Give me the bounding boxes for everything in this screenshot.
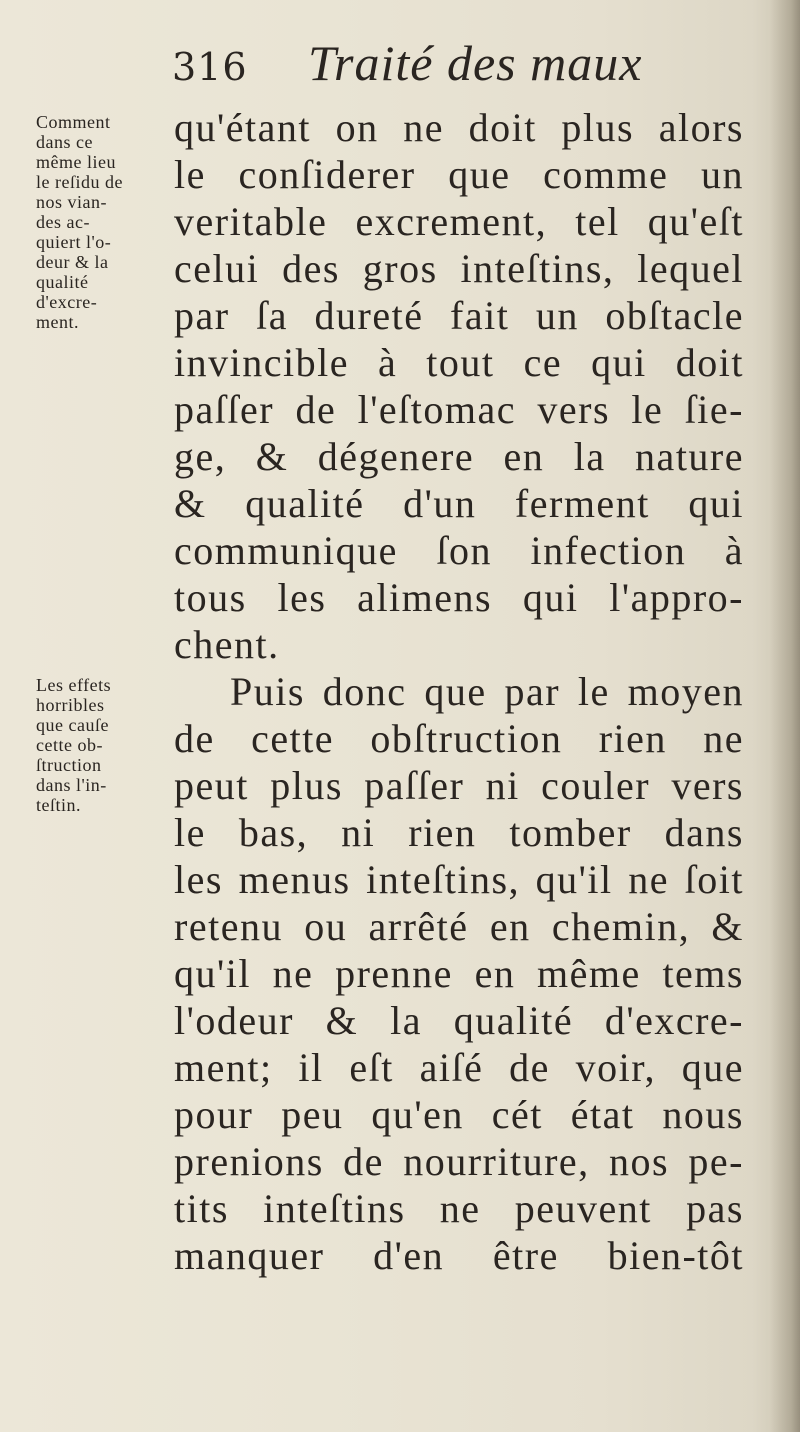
- margin-note-line: qualité: [36, 272, 89, 292]
- running-title: Traité des maux: [308, 35, 643, 91]
- margin-note-line: ſtruction: [36, 755, 102, 775]
- margin-note-line: ment.: [36, 312, 79, 332]
- margin-note-line: nos vian-: [36, 192, 107, 212]
- body-line: prenions de nourriture, nos pe-: [174, 1139, 744, 1184]
- margin-note-line: que cauſe: [36, 715, 109, 735]
- margin-note-line: teſtin.: [36, 795, 81, 815]
- margin-note-line: cette ob-: [36, 735, 103, 755]
- body-line: Puis donc que par le moyen: [230, 669, 744, 714]
- margin-note-line: même lieu: [36, 152, 116, 172]
- margin-note-line: dans ce: [36, 132, 93, 152]
- margin-note-line: deur & la: [36, 252, 109, 272]
- body-line: invincible à tout ce qui doit: [174, 340, 744, 385]
- margin-note-line: Les effets: [36, 675, 112, 695]
- page-header: [172, 35, 752, 98]
- margin-note-line: le reſidu de: [36, 172, 123, 192]
- body-line: communique ſon infection à: [174, 528, 744, 573]
- body-line: les menus inteſtins, qu'il ne ſoit: [174, 857, 744, 902]
- margin-note-line: d'excre-: [36, 292, 98, 312]
- margin-note-line: dans l'in-: [36, 775, 107, 795]
- margin-note-line: des ac-: [36, 212, 90, 232]
- body-line: veritable excrement, tel qu'eſt: [174, 199, 744, 244]
- body-line: retenu ou arrêté en chemin, &: [174, 904, 744, 949]
- body-line: par ſa dureté fait un obſtacle: [174, 293, 744, 338]
- body-line: celui des gros inteſtins, lequel: [174, 246, 744, 291]
- margin-note: [36, 675, 162, 815]
- body-line: l'odeur & la qualité d'excre-: [174, 998, 744, 1043]
- body-line: ge, & dégenere en la nature: [174, 434, 744, 479]
- body-line: ment; il eſt aiſé de voir, que: [174, 1045, 744, 1090]
- page-number: 316: [172, 45, 248, 89]
- body-line: chent.: [174, 622, 280, 667]
- margin-note: [36, 112, 162, 332]
- body-line: paſſer de l'eſtomac vers le ſie-: [174, 387, 744, 432]
- body-line: pour peu qu'en cét état nous: [174, 1092, 744, 1137]
- body-line: peut plus paſſer ni couler vers: [174, 763, 744, 808]
- body-text: [174, 104, 744, 1279]
- body-line: tous les alimens qui l'appro-: [174, 575, 744, 620]
- margin-note-line: Comment: [36, 112, 111, 132]
- margin-note-line: quiert l'o-: [36, 232, 112, 252]
- body-line: manquer d'en être bien-tôt: [174, 1233, 744, 1278]
- margin-note-line: horribles: [36, 695, 105, 715]
- body-line: le conſiderer que comme un: [174, 152, 744, 197]
- body-line: & qualité d'un ferment qui: [174, 481, 744, 526]
- body-line: qu'il ne prenne en même tems: [174, 951, 744, 996]
- page-gutter-shadow: [770, 0, 800, 1432]
- body-line: tits inteſtins ne peuvent pas: [174, 1186, 744, 1231]
- body-line: de cette obſtruction rien ne: [174, 716, 744, 761]
- body-line: qu'étant on ne doit plus alors: [174, 105, 744, 150]
- body-line: le bas, ni rien tomber dans: [174, 810, 744, 855]
